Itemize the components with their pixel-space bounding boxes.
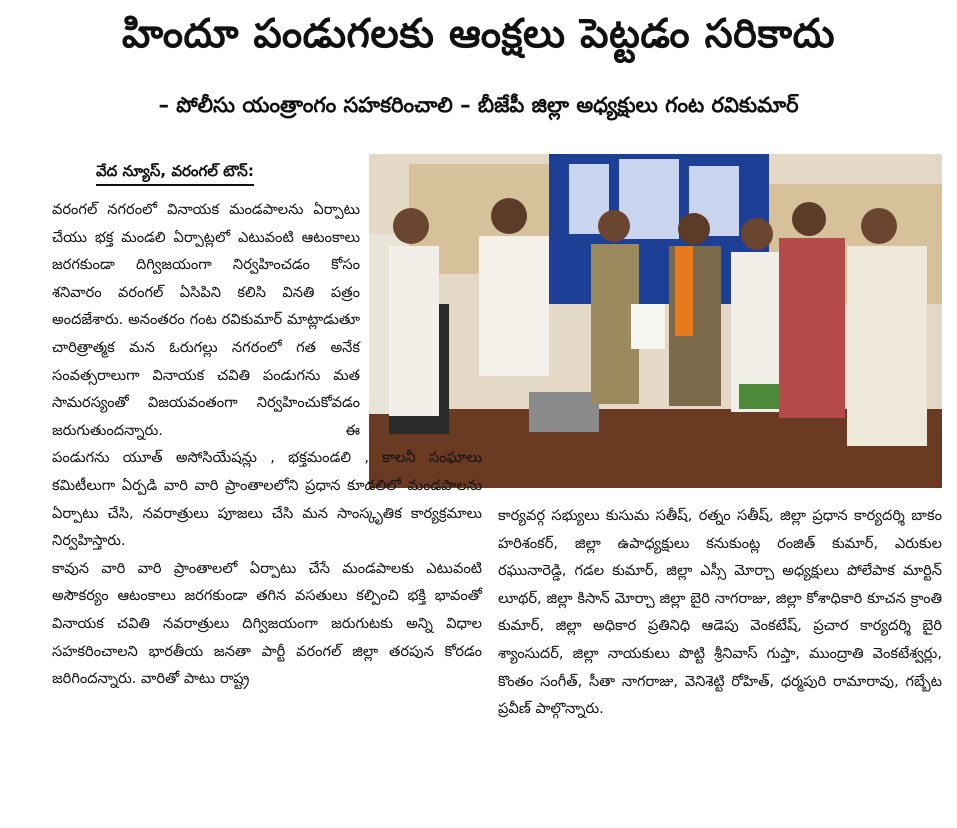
- subheadline: – పోలీసు యంత్రాంగం సహకరించాలి – బీజేపీ జిల్లా అధ్యక్షులు గంట రవికుమార్: [158, 93, 799, 117]
- photo-petition: [631, 304, 665, 349]
- paragraph-3: కార్యవర్గ సభ్యులు కుసుమ సతీష్, రత్నం సతీష్, జిల్లా ప్రధాన కార్యదర్శి బాకం హరిశంకర్, జిల్లా ఉపాధ్యక్షులు కనుకుంట్ల రంజిత్ కుమార్, ఎరుకుల రఘునారెడ్డి, గడల కుమార్, జిల్లా ఎస్సీ మోర్చా అధ్యక్షులు పోలేపాక మార్టిన్ లూథర్, జిల్లా కిసాన్ మోర్చా జిల్లా బైరి నాగరాజు, జిల్లా కోశాధికారి కూచన క్రాంతి కుమార్, జిల్లా అధికార ప్రతినిధి ఆడెపు వెంకటేష్, ప్రచార కార్యదర్శి బైరి శ్యాంసుదర్, జిల్లా నాయకులు పొట్టి శ్రీనివాస్ గుప్తా, ముంద్రాతి వెంకటేశ్వర్లు, కొంతం సంగీత్, సీతా నాగరాజు, వెనిశెట్టి రోహిత్, ధర్మపురి రామారావు, గబ్బేట ప్రవీణ్ పాల్గొన్నారు.: [498, 507, 942, 718]
- left-column: [52, 196, 482, 693]
- headline: హిందూ పండుగలకు ఆంక్షలు పెట్టడం సరికాదు: [121, 11, 836, 57]
- photo-poster-temple: [569, 159, 739, 239]
- paragraph-1-narrow: వరంగల్ నగరంలో వినాయక మండపాలను ఏర్పాటు చేయు భక్త మండలి ఏర్పాట్లలో ఎటువంటి ఆటంకాలు జరగకుండా దిగ్విజయంగా నిర్వహించడం కోసం శనివారం వరంగల్ ఏసిపిని కలిసి వినతి పత్రం అందజేశారు. అనంతరం గంట రవికుమార్ మాట్లాడుతూ చారిత్రాత్మక మన ఓరుగల్లు నగరంలో గత అనేక సంవత్సరాలుగా వినాయక చవితి పండుగను మత సామరస్యంతో విజయవంతంగా నిర్వహించుకోవడం జరుగుతుందన్నారు. ఈ: [52, 201, 360, 439]
- photo-laptop: [529, 392, 599, 432]
- paragraph-1-wide: పండుగను యూత్ అసోసియేషన్లు , భక్తమండలి , కాలనీ సంఘాలు కమిటీలుగా ఏర్పడి వారి వారి ప్రాంతాలలోని ప్రధాన కూడలిలో మండపాలను ఏర్పాటు చేసి, నవరాత్రులు పూజలు చేసి మన సాంస్కృతిక కార్యక్రమాలు నిర్వహిస్తారు.: [52, 449, 482, 550]
- photo-plant: [739, 384, 779, 409]
- byline: వేద న్యూస్, వరంగల్ టౌన్:: [96, 160, 254, 186]
- paragraph-2: కావున వారి వారి ప్రాంతాలలో ఏర్పాటు చేసే మండపాలకు ఎటువంటి అసౌకర్యం ఆటంకాలు జరగకుండా తగిన వసతులు కల్పించి భక్తి భావంతో వినాయక చవితి నవరాత్రులు దిగ్విజయంగా జరుగుటకు అన్ని విధాల సహకరించాలని భారతీయ జనతా పార్టీ వరంగల్ జిల్లా తరపున కోరడం జరిగిందన్నారు. వారితో పాటు రాష్ట్ర: [52, 559, 482, 688]
- right-column: [498, 502, 942, 723]
